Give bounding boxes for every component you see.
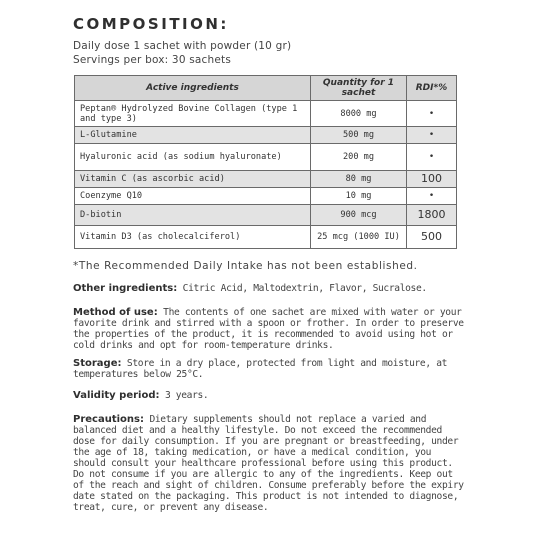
ingredient-cell: Hyaluronic acid (as sodium hyaluronate) — [75, 144, 311, 171]
quantity-cell: 8000 mg — [311, 101, 407, 127]
table-row — [75, 188, 457, 205]
ingredient-cell: Vitamin D3 (as cholecalciferol) — [75, 226, 311, 249]
storage-text: Store in a dry place, protected from light and moisture, at temperatures below 25°C. — [73, 358, 448, 380]
servings-text: Servings per box: 30 sachets — [73, 54, 232, 66]
table-row — [75, 144, 457, 171]
quantity-cell: 500 mg — [311, 127, 407, 144]
method-label: Method of use: — [73, 307, 158, 318]
quantity-cell: 80 mg — [311, 171, 407, 188]
ingredient-cell: L-Glutamine — [75, 127, 311, 144]
quantity-cell: 10 mg — [311, 188, 407, 205]
ingredient-cell: Peptan® Hydrolyzed Bovine Collagen (type 1 and type 3) — [75, 101, 311, 127]
table-header-row — [75, 76, 457, 101]
quantity-cell: 25 mcg (1000 IU) — [311, 226, 407, 249]
ingredient-cell: Coenzyme Q10 — [75, 188, 311, 205]
table-row — [75, 226, 457, 249]
validity-label: Validity period: — [73, 390, 160, 401]
rdi-cell: • — [407, 144, 457, 171]
other-ingredients-label: Other ingredients: — [73, 283, 178, 294]
table-row — [75, 101, 457, 127]
rdi-footnote: *The Recommended Daily Intake has not been established. — [73, 260, 418, 272]
rdi-cell: 100 — [407, 171, 457, 188]
header-active-ingredients: Active ingredients — [75, 76, 311, 101]
header-quantity: Quantity for 1 sachet — [311, 76, 407, 101]
validity-period — [73, 390, 465, 401]
rdi-cell: • — [407, 188, 457, 205]
table-row — [75, 127, 457, 144]
precautions-label: Precautions: — [73, 414, 144, 425]
method-text: The contents of one sachet are mixed with water or your favorite drink and stirred with a spoon or frother. In order to preserve the properties of the product, it is recommended to avoid using hot or cold drinks and opt for room-temperature drinks. — [73, 307, 464, 351]
other-ingredients-text: Citric Acid, Maltodextrin, Flavor, Sucralose. — [182, 283, 427, 294]
table-row — [75, 205, 457, 226]
header-rdi: RDI*% — [407, 76, 457, 101]
storage — [73, 358, 465, 380]
table-row — [75, 171, 457, 188]
rdi-cell: 500 — [407, 226, 457, 249]
other-ingredients — [73, 283, 465, 294]
storage-label: Storage: — [73, 358, 122, 369]
rdi-cell: • — [407, 101, 457, 127]
quantity-cell: 900 mcg — [311, 205, 407, 226]
precautions — [73, 414, 465, 513]
daily-dose-text: Daily dose 1 sachet with powder (10 gr) — [73, 40, 292, 52]
ingredient-cell: D-biotin — [75, 205, 311, 226]
precautions-text: Dietary supplements should not replace a varied and balanced diet and a healthy lifestyle. Do not exceed the recommended dose for daily consumption. If you are pregnant or breastfeeding, under the age of 18, taking medication, or have a medical condition, you should consult your healthcare professional before using this product. Do not consume if you are allergic to any of the ingredients. Keep out of the reach and sight of children. Consume preferably before the expiry date stated on the packaging. This product is not intended to diagnose, treat, cure, or prevent any disease. — [73, 414, 464, 513]
composition-table — [74, 75, 457, 249]
page-title: COMPOSITION: — [73, 15, 229, 33]
validity-text: 3 years. — [164, 390, 209, 401]
rdi-cell: 1800 — [407, 205, 457, 226]
rdi-cell: • — [407, 127, 457, 144]
method-of-use — [73, 307, 465, 351]
quantity-cell: 200 mg — [311, 144, 407, 171]
ingredient-cell: Vitamin C (as ascorbic acid) — [75, 171, 311, 188]
